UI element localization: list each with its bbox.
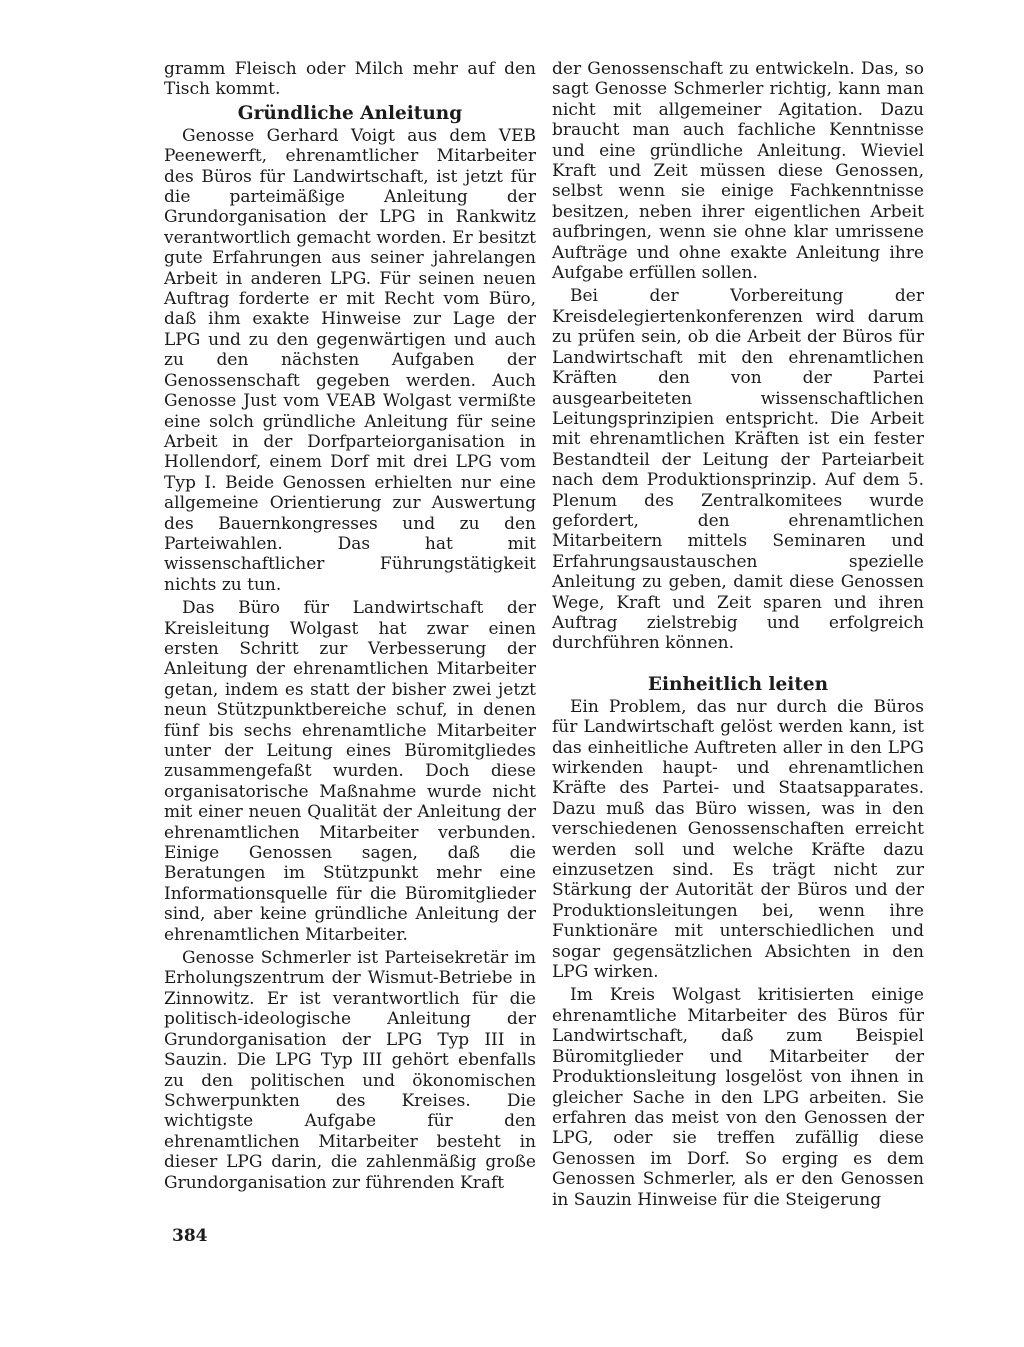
section-heading-gruendliche-anleitung: Gründliche Anleitung xyxy=(237,102,463,124)
right-intro-paragraph: der Genossenschaft zu entwickeln. Das, so sagt Genosse Schmerler richtig, kann man nicht mit allgemeiner Agitation. Dazu braucht man auch fachliche Kenntnisse und eine gründliche Anleitung. Wieviel Kraft und Zeit müssen diese Genossen, selbst wenn sie einige Fachkenntnisse besitzen, neben ihrer eigentlichen Arbeit aufbringen, wenn sie ohne klar umrissene Aufträge und ohne exakte Anleitung ihre Aufgabe erfüllen sollen. xyxy=(552,59,924,284)
left-paragraph-2: Das Büro für Landwirtschaft der Kreisleitung Wolgast hat zwar einen ersten Schritt zur Verbesserung der Anleitung der ehrenamtlichen Mitarbeiter getan, indem es statt der bisher zwei jetzt neun Stützpunktbereiche schuf, in denen fünf bis sechs ehrenamtliche Mitarbeiter unter der Leitung eines Büromitgliedes zusammengefaßt wurden. Doch diese organisatorische Maßnahme wurde nicht mit einer neuen Qualität der Anleitung der ehrenamtlichen Mitarbeiter verbunden. Einige Genossen sagen, daß die Beratungen im Stützpunkt mehr eine Informationsquelle für die Büromitglieder sind, aber keine gründliche Anleitung der ehrenamtlichen Mitarbeiter. xyxy=(164,598,536,945)
left-paragraph-3: Genosse Schmerler ist Parteisekretär im Erholungszentrum der Wismut-Betriebe in Zinnowitz. Er ist verantwortlich für die politisch-ideologische Anleitung der Grundorganisation der LPG Typ III in Sauzin. Die LPG Typ III gehört ebenfalls zu den politischen und ökonomischen Schwerpunkten des Kreises. Die wichtigste Aufgabe für den ehrenamtlichen Mitarbeiter besteht in dieser LPG darin, die zahlenmäßig große Grundorganisation zur führenden Kraft xyxy=(164,948,536,1193)
left-paragraph-1: Genosse Gerhard Voigt aus dem VEB Peenewerft, ehrenamtlicher Mitarbeiter des Büros für Landwirtschaft, ist jetzt für die parteimäßige Anleitung der Grundorganisation der LPG in Rankwitz verantwortlich gemacht worden. Er besitzt gute Erfahrungen aus seiner jahrelangen Arbeit in anderen LPG. Für seinen neuen Auftrag forderte er mit Recht vom Büro, daß ihm exakte Hinweise zur Lage der LPG und zu den gegenwärtigen und auch zu den nächsten Aufgaben der Genossenschaft gegeben werden. Auch Genosse Just vom VEAB Wolgast vermißte eine solch gründliche Anleitung für seine Arbeit in der Dorfparteiorganisation in Hollendorf, einem Dorf mit drei LPG vom Typ I. Beide Genossen erhielten nur eine allgemeine Orientierung zur Auswertung des Bauernkongresses und zu den Parteiwahlen. Das hat mit wissenschaftlicher Führungstätigkeit nichts zu tun. xyxy=(164,125,536,595)
left-intro-paragraph: gramm Fleisch oder Milch mehr auf den Tisch kommt. xyxy=(164,59,536,100)
right-paragraph-2: Ein Problem, das nur durch die Büros für Landwirtschaft gelöst werden kann, ist das einheitliche Auftreten aller in den LPG wirkenden haupt- und ehrenamtlichen Kräfte des Partei- und Staatsapparates. Dazu muß das Büro wissen, was in den verschiedenen Genossenschaften erreicht werden soll und welche Kräfte dazu einzusetzen sind. Es trägt nicht zur Stärkung der Autorität der Büros und der Produktionsleitungen bei, wenn ihre Funktionäre mit unterschiedlichen und sogar gegensätzlichen Absichten in den LPG wirken. xyxy=(552,696,924,983)
right-column xyxy=(552,59,924,1213)
right-paragraph-1: Bei der Vorbereitung der Kreisdelegiertenkonferenzen wird darum zu prüfen sein, ob die Arbeit der Büros für Landwirtschaft mit den ehrenamtlichen Kräften den von der Partei ausgearbeiteten wissenschaftlichen Leitungsprinzipien entspricht. Die Arbeit mit ehrenamtlichen Kräften ist ein fester Bestandteil der Leitung der Parteiarbeit nach dem Produktionsprinzip. Auf dem 5. Plenum des Zentralkomitees wurde gefordert, den ehrenamtlichen Mitarbeitern mittels Seminaren und Erfahrungsaustauschen spezielle Anleitung zu geben, damit diese Genossen Wege, Kraft und Zeit sparen und ihren Auftrag zielstrebig und erfolgreich durchführen können. xyxy=(552,286,924,654)
left-column xyxy=(164,59,536,1196)
page-number: 384 xyxy=(172,1226,208,1246)
right-paragraph-3: Im Kreis Wolgast kritisierten einige ehrenamtliche Mitarbeiter des Büros für Landwirtschaft, daß zum Beispiel Büromitglieder und Mitarbeiter der Produktionsleitung losgelöst von ihnen in gleicher Sache in den LPG arbeiten. Sie erfahren das meist von den Genossen der LPG, oder sie treffen zufällig diese Genossen im Dorf. So erging es dem Genossen Schmerler, als er den Genossen in Sauzin Hinweise für die Steigerung xyxy=(552,985,924,1210)
section-heading-einheitlich-leiten: Einheitlich leiten xyxy=(647,673,829,695)
